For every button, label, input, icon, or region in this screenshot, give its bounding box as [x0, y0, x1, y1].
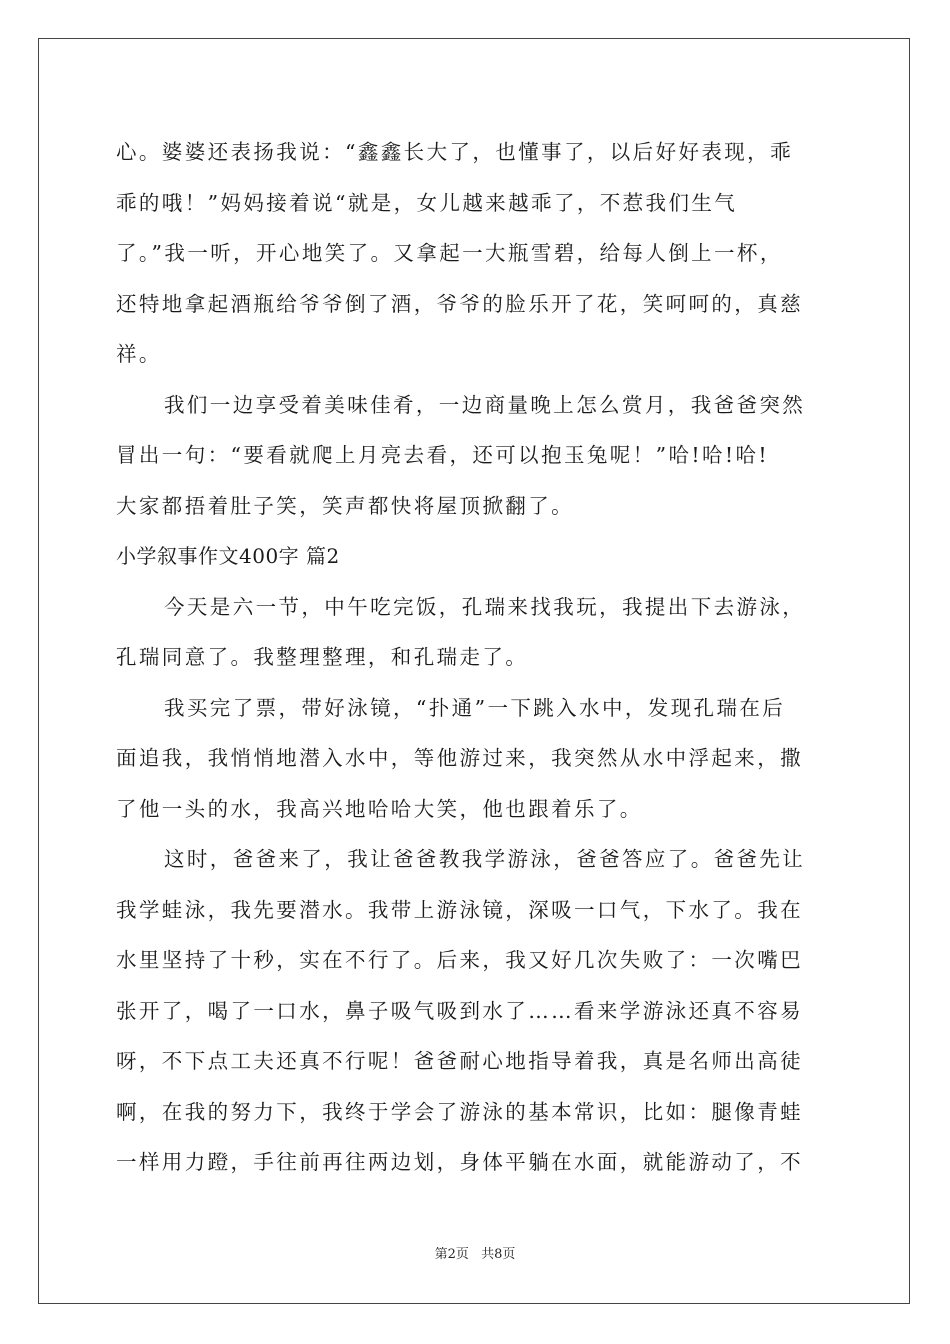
page-footer	[0, 1243, 950, 1262]
text-line: 了。”我一听，开心地笑了。又拿起一大瓶雪碧，给每人倒上一杯，	[116, 241, 783, 265]
text-line: 张开了，喝了一口水，鼻子吸气吸到水了……看来学游泳还真不容易	[116, 998, 803, 1023]
text-line: 乖的哦！”妈妈接着说“就是，女儿越来越乖了，不惹我们生气	[116, 190, 738, 215]
text-line: 心。婆婆还表扬我说：“鑫鑫长大了，也懂事了，以后好好表现，乖	[116, 140, 793, 164]
page-number: 第2页	[434, 1247, 469, 1262]
text-line: 我们一边享受着美味佳肴，一边商量晚上怎么赏月，我爸爸突然	[164, 392, 806, 417]
document-body	[116, 127, 834, 1188]
text-line: 冒出一句：“要看就爬上月亮去看，还可以抱玉兔呢！”哈!哈!哈!	[116, 443, 770, 467]
text-line: 呀，不下点工夫还真不行呢！爸爸耐心地指导着我，真是名师出高徒	[116, 1049, 803, 1073]
text-line: 一样用力蹬，手往前再往两边划，身体平躺在水面，就能游动了，不	[116, 1150, 803, 1174]
text-line: 大家都捂着肚子笑，笑声都快将屋顶掀翻了。	[116, 493, 574, 518]
text-line: 啊，在我的努力下，我终于学会了游泳的基本常识，比如：腿像青蛙	[116, 1099, 803, 1124]
section-heading: 小学叙事作文400字 篇2	[116, 544, 340, 568]
text-line: 孔瑞同意了。我整理整理，和孔瑞走了。	[116, 645, 529, 669]
text-line: 面追我，我悄悄地潜入水中，等他游过来，我突然从水中浮起来，撒	[116, 746, 803, 770]
text-line: 了他一头的水，我高兴地哈哈大笑，他也跟着乐了。	[116, 796, 643, 821]
text-line: 水里坚持了十秒，实在不行了。后来，我又好几次失败了：一次嘴巴	[116, 948, 803, 972]
text-line: 这时，爸爸来了，我让爸爸教我学游泳，爸爸答应了。爸爸先让	[164, 847, 806, 871]
text-line: 我买完了票，带好泳镜，“扑通”一下跳入水中，发现孔瑞在后	[164, 695, 786, 720]
text-line: 我学蛙泳，我先要潜水。我带上游泳镜，深吸一口气，下水了。我在	[116, 897, 803, 922]
page-total: 共8页	[481, 1247, 516, 1262]
text-line: 还特地拿起酒瓶给爷爷倒了酒，爷爷的脸乐开了花，笑呵呵的，真慈	[116, 291, 803, 316]
text-line: 今天是六一节，中午吃完饭，孔瑞来找我玩，我提出下去游泳，	[164, 594, 806, 619]
text-line: 祥。	[116, 342, 162, 366]
